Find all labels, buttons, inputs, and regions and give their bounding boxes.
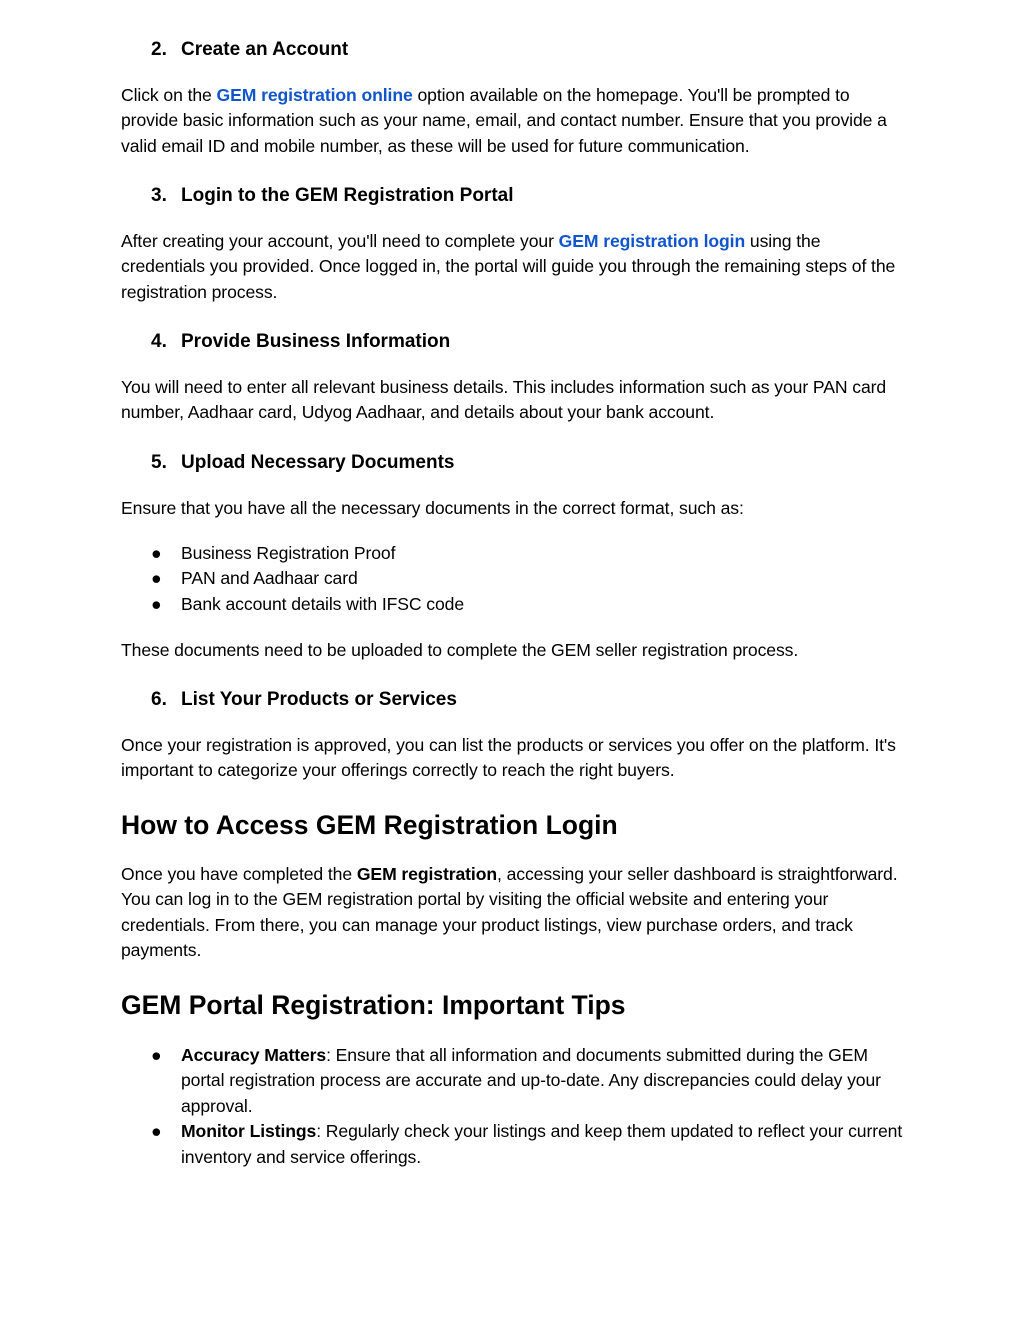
list-item	[121, 1119, 911, 1170]
bold-text: GEM registration	[356, 864, 497, 884]
section-paragraph	[121, 862, 906, 964]
paragraph-text: Once your registration is approved, you can list the products or services you offer on the platform. It's important to categorize your offerings correctly to reach the right buyers.	[121, 735, 896, 781]
tip-title: Accuracy Matters	[181, 1045, 327, 1065]
step-title: List Your Products or Services	[181, 689, 457, 710]
tip-text: : Ensure that all information and documents submitted during the GEM portal registration process are accurate and up-to-date. Any discrepancies could delay your approval.	[181, 1045, 881, 1116]
list-item	[121, 541, 911, 566]
step-heading	[151, 688, 457, 712]
paragraph-text: After creating your account, you'll need to complete your	[121, 231, 559, 251]
tip-text: : Regularly check your listings and keep them updated to reflect your current inventory and service offerings.	[181, 1121, 903, 1167]
step-number: 2.	[151, 39, 167, 60]
bullet-icon: ●	[151, 1045, 162, 1065]
paragraph-text: You will need to enter all relevant business details. This includes information such as your PAN card number, Aadhaar card, Udyog Aadhaar, and details about your bank account.	[121, 377, 887, 423]
paragraph-text: , accessing your seller dashboard is straightforward. You can log in to the GEM registration portal by visiting the official website and entering your credentials. From there, you can manage your product listings, view purchase orders, and track payments.	[121, 864, 898, 961]
section-heading-text: How to Access GEM Registration Login	[121, 810, 618, 840]
step-heading	[151, 451, 455, 475]
list-item-text: Bank account details with IFSC code	[181, 593, 465, 614]
paragraph-text: option available on the homepage. You'll be prompted to provide basic information such as your name, email, and contact number. Ensure that you provide a valid email ID and mobile number, as these will be used for future communication.	[121, 85, 887, 156]
step-paragraph	[121, 229, 906, 305]
gem-registration-login-link[interactable]: GEM registration login	[558, 231, 746, 251]
step-number: 4.	[151, 331, 167, 352]
step-heading	[151, 330, 450, 354]
step-paragraph	[121, 375, 906, 426]
step-paragraph	[121, 496, 906, 521]
list-item-text: Business Registration Proof	[181, 543, 396, 563]
paragraph-text: These documents need to be uploaded to complete the GEM seller registration process.	[121, 640, 799, 660]
paragraph-text: using the credentials you provided. Once logged in, the portal will guide you through the remaining steps of the registration process.	[121, 231, 896, 302]
step-paragraph	[121, 83, 906, 159]
bullet-icon: ●	[151, 543, 162, 563]
list-item	[121, 566, 911, 591]
documents-list	[121, 541, 911, 617]
step-number: 6.	[151, 689, 167, 710]
step-paragraph	[121, 733, 906, 784]
section-heading	[121, 988, 626, 1022]
section-heading-text: GEM Portal Registration: Important Tips	[121, 990, 626, 1020]
list-item-text: PAN and Aadhaar card	[181, 568, 358, 589]
bullet-icon: ●	[151, 1121, 162, 1142]
paragraph-text: Ensure that you have all the necessary documents in the correct format, such as:	[121, 498, 744, 518]
step-heading	[151, 184, 514, 208]
paragraph-text: Once you have completed the	[121, 864, 357, 884]
step-heading	[151, 38, 348, 62]
step-title: Login to the GEM Registration Portal	[181, 185, 514, 206]
list-item	[121, 592, 911, 617]
bullet-icon: ●	[151, 568, 162, 589]
step-number: 3.	[151, 185, 167, 206]
bullet-icon: ●	[151, 593, 162, 614]
paragraph-text: Click on the	[121, 85, 217, 105]
tip-title: Monitor Listings	[181, 1121, 317, 1142]
gem-registration-online-link[interactable]: GEM registration online	[216, 85, 413, 105]
list-item	[121, 1043, 911, 1119]
section-heading	[121, 808, 618, 842]
step-title: Upload Necessary Documents	[181, 452, 455, 473]
step-number: 5.	[151, 452, 167, 473]
step-paragraph	[121, 638, 906, 663]
step-title: Provide Business Information	[181, 331, 451, 352]
tips-list	[121, 1043, 911, 1170]
step-title: Create an Account	[181, 39, 349, 60]
